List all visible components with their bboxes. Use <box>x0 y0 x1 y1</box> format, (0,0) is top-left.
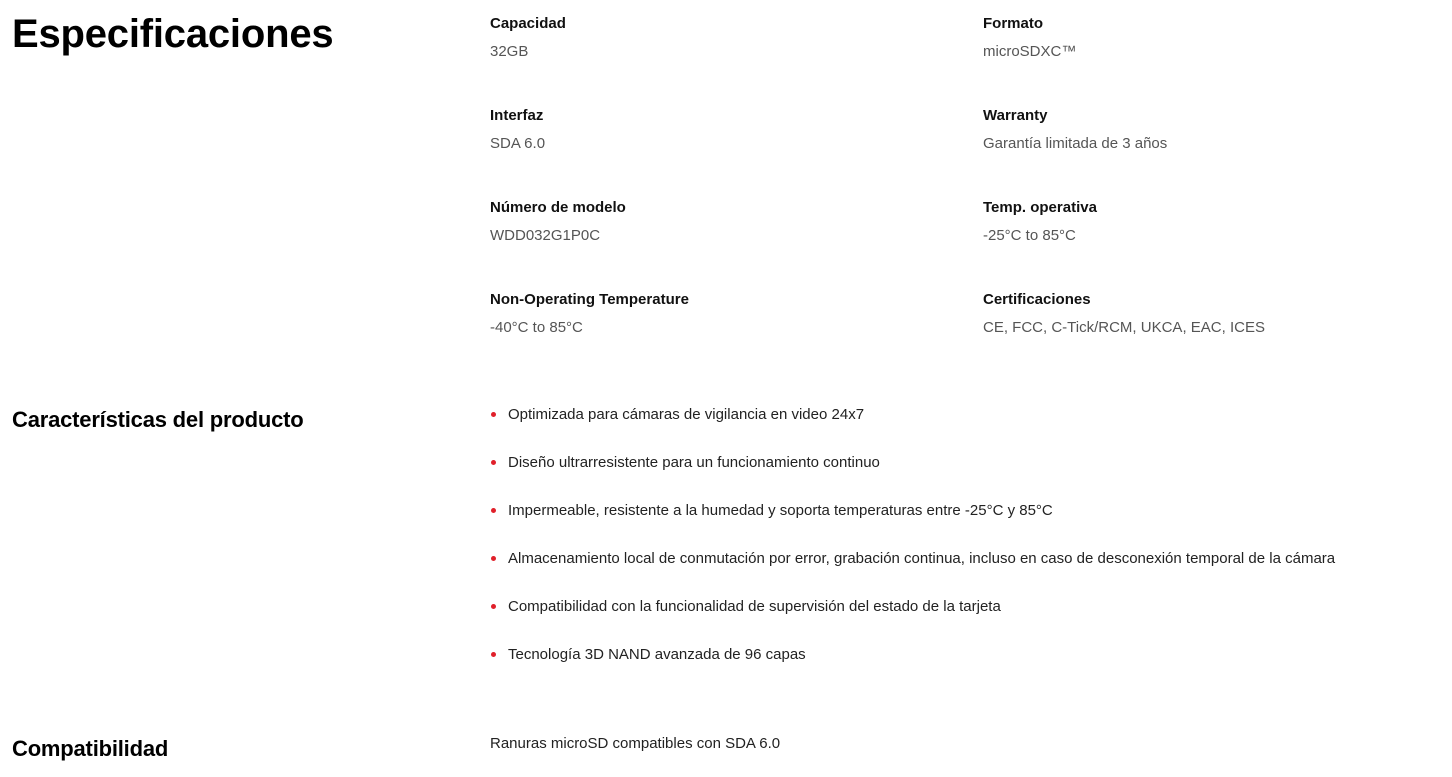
features-list <box>490 404 1335 692</box>
feature-text: Optimizada para cámaras de vigilancia en video 24x7 <box>508 406 865 423</box>
spec-label: Non-Operating Temperature <box>490 291 689 308</box>
bullet-dot-icon <box>491 604 496 609</box>
spec-label: Formato <box>983 15 1043 32</box>
spec-label: Temp. operativa <box>983 199 1097 216</box>
spec-label: Interfaz <box>490 107 544 124</box>
bullet-dot-icon <box>491 556 496 561</box>
compatibility-heading: Compatibilidad <box>12 736 169 761</box>
feature-text: Diseño ultrarresistente para un funcionamiento continuo <box>508 454 880 471</box>
spec-value: SDA 6.0 <box>490 135 546 152</box>
spec-value: -25°C to 85°C <box>983 227 1076 244</box>
spec-warranty <box>983 106 1443 154</box>
feature-item <box>490 644 1335 692</box>
spec-certifications <box>983 290 1443 338</box>
feature-item <box>490 404 1335 452</box>
spec-model-number <box>490 198 950 246</box>
feature-text: Impermeable, resistente a la humedad y soporta temperaturas entre -25°C y 85°C <box>508 502 1053 519</box>
spec-value: WDD032G1P0C <box>490 227 601 244</box>
spec-label: Warranty <box>983 107 1048 124</box>
bullet-dot-icon <box>491 412 496 417</box>
bullet-dot-icon <box>491 652 496 657</box>
bullet-dot-icon <box>491 508 496 513</box>
compatibility-text: Ranuras microSD compatibles con SDA 6.0 <box>490 735 781 752</box>
spec-interface <box>490 106 950 154</box>
feature-text: Almacenamiento local de conmutación por error, grabación continua, incluso en caso de desconexión temporal de la cámara <box>508 550 1336 567</box>
spec-value: Garantía limitada de 3 años <box>983 135 1168 152</box>
spec-value: -40°C to 85°C <box>490 319 583 336</box>
spec-value: microSDXC™ <box>983 43 1077 60</box>
spec-label: Número de modelo <box>490 199 626 216</box>
spec-format <box>983 14 1443 62</box>
feature-item <box>490 500 1335 548</box>
spec-label: Certificaciones <box>983 291 1091 308</box>
feature-item <box>490 452 1335 500</box>
spec-value: 32GB <box>490 43 529 60</box>
feature-text: Compatibilidad con la funcionalidad de supervisión del estado de la tarjeta <box>508 598 1001 615</box>
spec-non-operating-temp <box>490 290 950 338</box>
feature-text: Tecnología 3D NAND avanzada de 96 capas <box>508 646 806 663</box>
spec-capacity <box>490 14 950 62</box>
spec-operating-temp <box>983 198 1443 246</box>
specifications-heading: Especificaciones <box>12 12 334 56</box>
bullet-dot-icon <box>491 460 496 465</box>
feature-item <box>490 596 1335 644</box>
feature-item <box>490 548 1335 596</box>
spec-label: Capacidad <box>490 15 566 32</box>
spec-value: CE, FCC, C-Tick/RCM, UKCA, EAC, ICES <box>983 319 1265 336</box>
features-heading: Características del producto <box>12 407 304 432</box>
